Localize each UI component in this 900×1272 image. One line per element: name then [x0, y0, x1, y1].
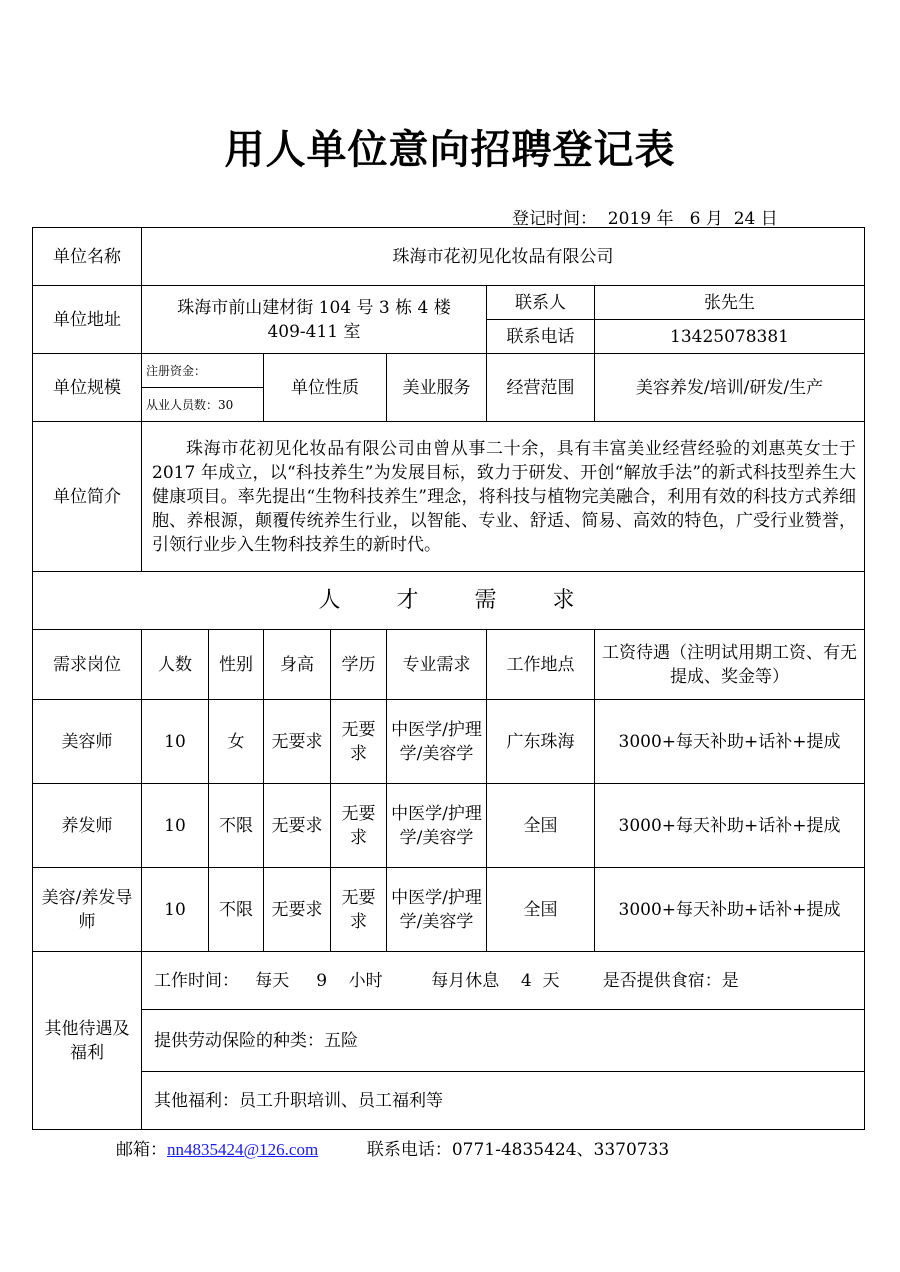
company-name-label: 单位名称 — [33, 228, 142, 286]
footer-phone: 联系电话：0771-4835424、3370733 — [318, 1140, 670, 1160]
company-nature-value: 美业服务 — [387, 354, 487, 422]
row-position: 养发师 — [33, 784, 142, 868]
header-salary: 工资待遇（注明试用期工资、有无提成、奖金等） — [595, 630, 865, 700]
row-position: 美容师 — [33, 700, 142, 784]
row-count: 10 — [142, 700, 209, 784]
row-education: 无要求 — [331, 784, 387, 868]
row-height: 无要求 — [264, 700, 331, 784]
company-address-row — [33, 286, 865, 320]
row-height: 无要求 — [264, 784, 331, 868]
row-gender: 不限 — [209, 868, 264, 952]
header-education: 学历 — [331, 630, 387, 700]
benefits-label: 其他待遇及福利 — [33, 952, 142, 1130]
talent-row — [33, 700, 865, 784]
page-title: 用人单位意向招聘登记表 — [224, 127, 676, 173]
header-height: 身高 — [264, 630, 331, 700]
phone-label: 联系电话 — [487, 320, 595, 354]
address-line-1: 珠海市前山建材街 104 号 3 栋 4 楼 — [177, 297, 451, 318]
row-major: 中医学/护理学/美容学 — [387, 700, 487, 784]
business-scope-value: 美容养发/培训/研发/生产 — [595, 354, 865, 422]
row-salary: 3000+每天补助+话补+提成 — [595, 784, 865, 868]
address-line-2: 409-411 室 — [267, 321, 361, 342]
row-education: 无要求 — [331, 700, 387, 784]
business-scope-label: 经营范围 — [487, 354, 595, 422]
row-major: 中医学/护理学/美容学 — [387, 784, 487, 868]
row-height: 无要求 — [264, 868, 331, 952]
work-time-text: 工作时间： 每天 9 小时 每月休息 4 天 是否提供食宿：是 — [154, 970, 739, 991]
company-intro-label: 单位简介 — [33, 422, 142, 572]
email-link[interactable]: nn4835424@126.com — [167, 1140, 319, 1159]
row-gender: 不限 — [209, 784, 264, 868]
company-scale-row — [33, 354, 865, 388]
header-gender: 性别 — [209, 630, 264, 700]
row-location: 全国 — [487, 784, 595, 868]
benefits-work-time-row — [33, 952, 865, 1010]
contact-value: 张先生 — [595, 286, 865, 320]
header-count: 人数 — [142, 630, 209, 700]
company-nature-label: 单位性质 — [264, 354, 387, 422]
benefits-other-row — [33, 1072, 865, 1130]
phone-value: 13425078381 — [595, 320, 865, 354]
talent-header-row — [33, 630, 865, 700]
row-count: 10 — [142, 868, 209, 952]
row-salary: 3000+每天补助+话补+提成 — [595, 700, 865, 784]
row-salary: 3000+每天补助+话补+提成 — [595, 868, 865, 952]
email-label: 邮箱： — [116, 1140, 167, 1160]
header-position: 需求岗位 — [33, 630, 142, 700]
company-name-value: 珠海市花初见化妆品有限公司 — [142, 228, 865, 286]
header-location: 工作地点 — [487, 630, 595, 700]
employees-count: 从业人员数：30 — [142, 388, 264, 422]
row-location: 广东珠海 — [487, 700, 595, 784]
company-name-row — [33, 228, 865, 286]
company-address-label: 单位地址 — [33, 286, 142, 354]
recruitment-form-table — [32, 227, 865, 1130]
company-scale-label: 单位规模 — [33, 354, 142, 422]
company-intro-row — [33, 422, 865, 572]
other-benefits-text: 其他福利：员工升职培训、员工福利等 — [142, 1072, 865, 1130]
contact-label: 联系人 — [487, 286, 595, 320]
talent-section-row — [33, 572, 865, 630]
footer-contact — [116, 1135, 669, 1160]
row-major: 中医学/护理学/美容学 — [387, 868, 487, 952]
company-intro-text: 珠海市花初见化妆品有限公司由曾从事二十余，具有丰富美业经营经验的刘惠英女士于 2017 年成立，以“科技养生”为发展目标，致力于研发、开创“解放手法”的新式科技型养生大健康项目。率先提出“生物科技养生”理念，将科技与植物完美融合，利用有效的科技方式养细胞、养根源，颠覆传统养生行业，以智能、专业、舒适、简易、高效的特色，广受行业赞誉，引领行业步入生物科技养生的新时代。 — [152, 438, 856, 555]
row-position: 美容/养发导师 — [33, 868, 142, 952]
insurance-text: 提供劳动保险的种类：五险 — [142, 1010, 865, 1072]
header-major: 专业需求 — [387, 630, 487, 700]
company-address-value — [142, 286, 487, 354]
company-intro-cell — [142, 422, 865, 572]
registered-capital-label: 注册资金： — [142, 354, 264, 388]
registration-time: 登记时间： 2019 年 6 月 24 日 — [512, 209, 778, 229]
talent-section-title: 人才需求 — [33, 572, 865, 630]
row-count: 10 — [142, 784, 209, 868]
row-location: 全国 — [487, 868, 595, 952]
row-education: 无要求 — [331, 868, 387, 952]
row-gender: 女 — [209, 700, 264, 784]
talent-row — [33, 784, 865, 868]
benefits-insurance-row — [33, 1010, 865, 1072]
talent-row — [33, 868, 865, 952]
work-time-cell — [142, 952, 865, 1010]
